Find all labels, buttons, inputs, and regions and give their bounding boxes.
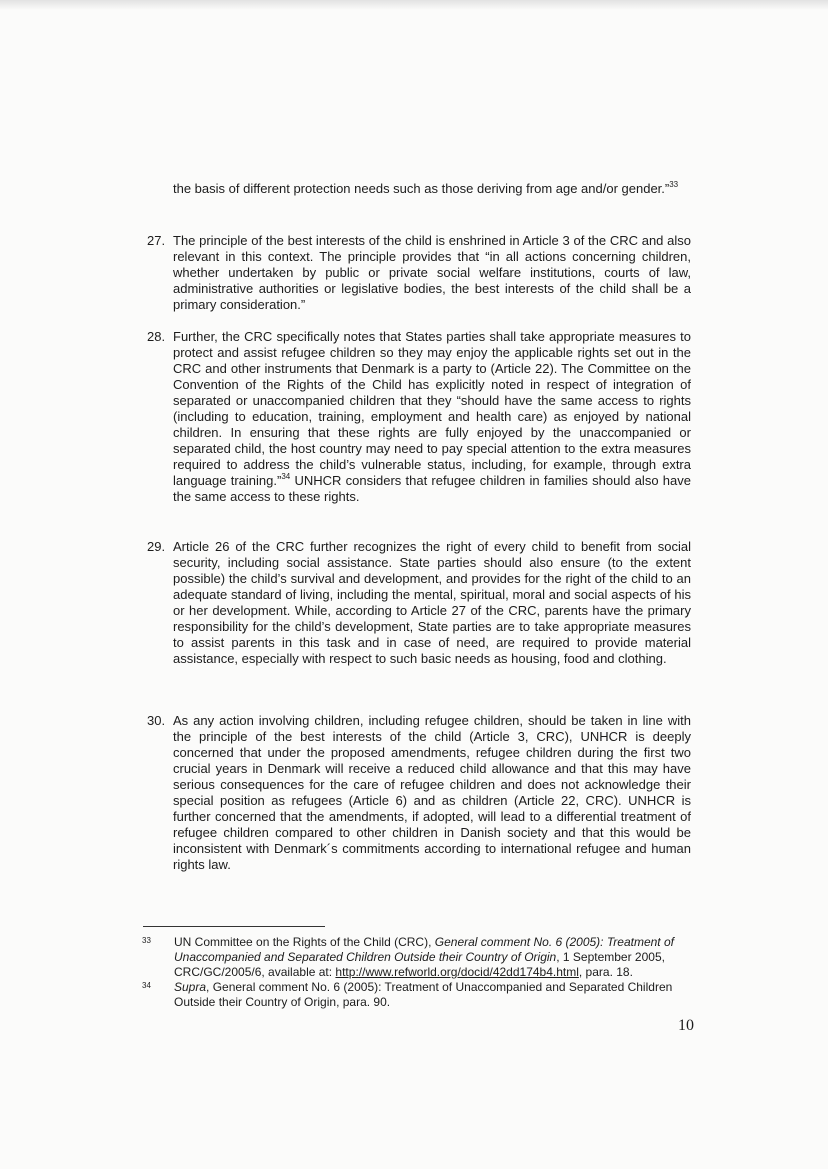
paragraph-number: 28. bbox=[147, 329, 166, 344]
paragraph-number: 27. bbox=[147, 233, 166, 248]
continued-text: the basis of different protection needs such as those deriving from age and/or gender.” bbox=[173, 181, 670, 196]
footnote-italic: Supra bbox=[174, 980, 207, 994]
paragraph-text-main: Further, the CRC specifically notes that States parties shall take appropriate measures to protect and assist refugee children so they may enjoy the applicable rights set out in the CRC and other instruments that Denmark is a party to (Article 22). The Committee on the Convention of the Rights of the Child has explicitly noted in respect of integration of separated or unaccompanied children that they “should have the same access to rights (including to education, training, employment and health care) as enjoyed by national children. In ensuring that these rights are fully enjoyed by the unaccompanied or separated child, the host country may need to pay special attention to the extra measures required to address the child’s vulnerable status, including, for example, through extra language training.” bbox=[173, 329, 691, 488]
page-number: 10 bbox=[678, 1017, 694, 1034]
paragraph-number: 30. bbox=[147, 713, 166, 728]
footnote-text bbox=[174, 935, 694, 980]
paragraph-27 bbox=[147, 233, 691, 313]
footnote-ref-34[interactable]: 34 bbox=[281, 471, 291, 481]
footnote-text-mid: , 1 September 2005, CRC/GC/2005/6, available at: bbox=[174, 950, 665, 979]
footnote-text-post: , para. 18. bbox=[578, 965, 633, 979]
footnote-text-post: , General comment No. 6 (2005): Treatment of Unaccompanied and Separated Children Outside their Country of Origin, para. 90. bbox=[174, 980, 673, 1009]
continued-paragraph bbox=[173, 181, 691, 197]
footnote-34 bbox=[142, 980, 694, 1010]
footnote-mark: 33 bbox=[142, 936, 151, 945]
footnote-link[interactable]: http://www.refworld.org/docid/42dd174b4.html bbox=[335, 965, 579, 979]
paragraph-text-tail: UNHCR considers that refugee children in families should also have the same access to these rights. bbox=[173, 473, 691, 504]
paragraph-28 bbox=[147, 329, 691, 505]
paragraph-29 bbox=[147, 539, 691, 667]
footnote-mark: 34 bbox=[142, 981, 151, 990]
paragraph-text: As any action involving children, including refugee children, should be taken in line with the principle of the best interests of the child (Article 3, CRC), UNHCR is deeply concerned that under the proposed amendments, refugee children during the first two crucial years in Denmark will receive a reduced child allowance and that this may have serious consequences for the care of refugee children and does not acknowledge their special position as refugees (Article 6) and as children (Article 22, CRC). UNHCR is further concerned that the amendments, if adopted, will lead to a differential treatment of refugee children compared to other children in Danish society and that this would be inconsistent with Denmark´s commitments according to international refugee and human rights law. bbox=[173, 713, 691, 872]
paragraph-30 bbox=[147, 713, 691, 873]
footnote-ref-33[interactable]: 33 bbox=[669, 179, 679, 189]
footnote-title: General comment No. 6 (2005): Treatment of Unaccompanied and Separated Children Outside their Country of Origin bbox=[174, 935, 674, 964]
footnote-text-pre: UN Committee on the Rights of the Child (CRC), bbox=[174, 935, 435, 949]
paragraph-text: The principle of the best interests of the child is enshrined in Article 3 of the CRC and also relevant in this context. The principle provides that “in all actions concerning children, whether undertaken by public or private social welfare institutions, courts of law, administrative authorities or legislative bodies, the best interests of the child shall be a primary consideration.” bbox=[173, 233, 691, 312]
paragraph-text: Article 26 of the CRC further recognizes the right of every child to benefit from social security, including social assistance. State parties should also ensure (to the extent possible) the child’s survival and development, and provides for the right of the child to an adequate standard of living, including the mental, spiritual, moral and social aspects of his or her development. While, according to Article 27 of the CRC, parents have the primary responsibility for the child’s development, State parties are to take appropriate measures to assist parents in this task and in case of need, are required to provide material assistance, especially with respect to such basic needs as housing, food and clothing. bbox=[173, 539, 691, 666]
paragraph-number: 29. bbox=[147, 539, 166, 554]
footnote-separator bbox=[143, 926, 325, 927]
footnote-33 bbox=[142, 935, 694, 980]
footnote-text bbox=[174, 980, 694, 1010]
paragraph-text bbox=[173, 329, 691, 505]
